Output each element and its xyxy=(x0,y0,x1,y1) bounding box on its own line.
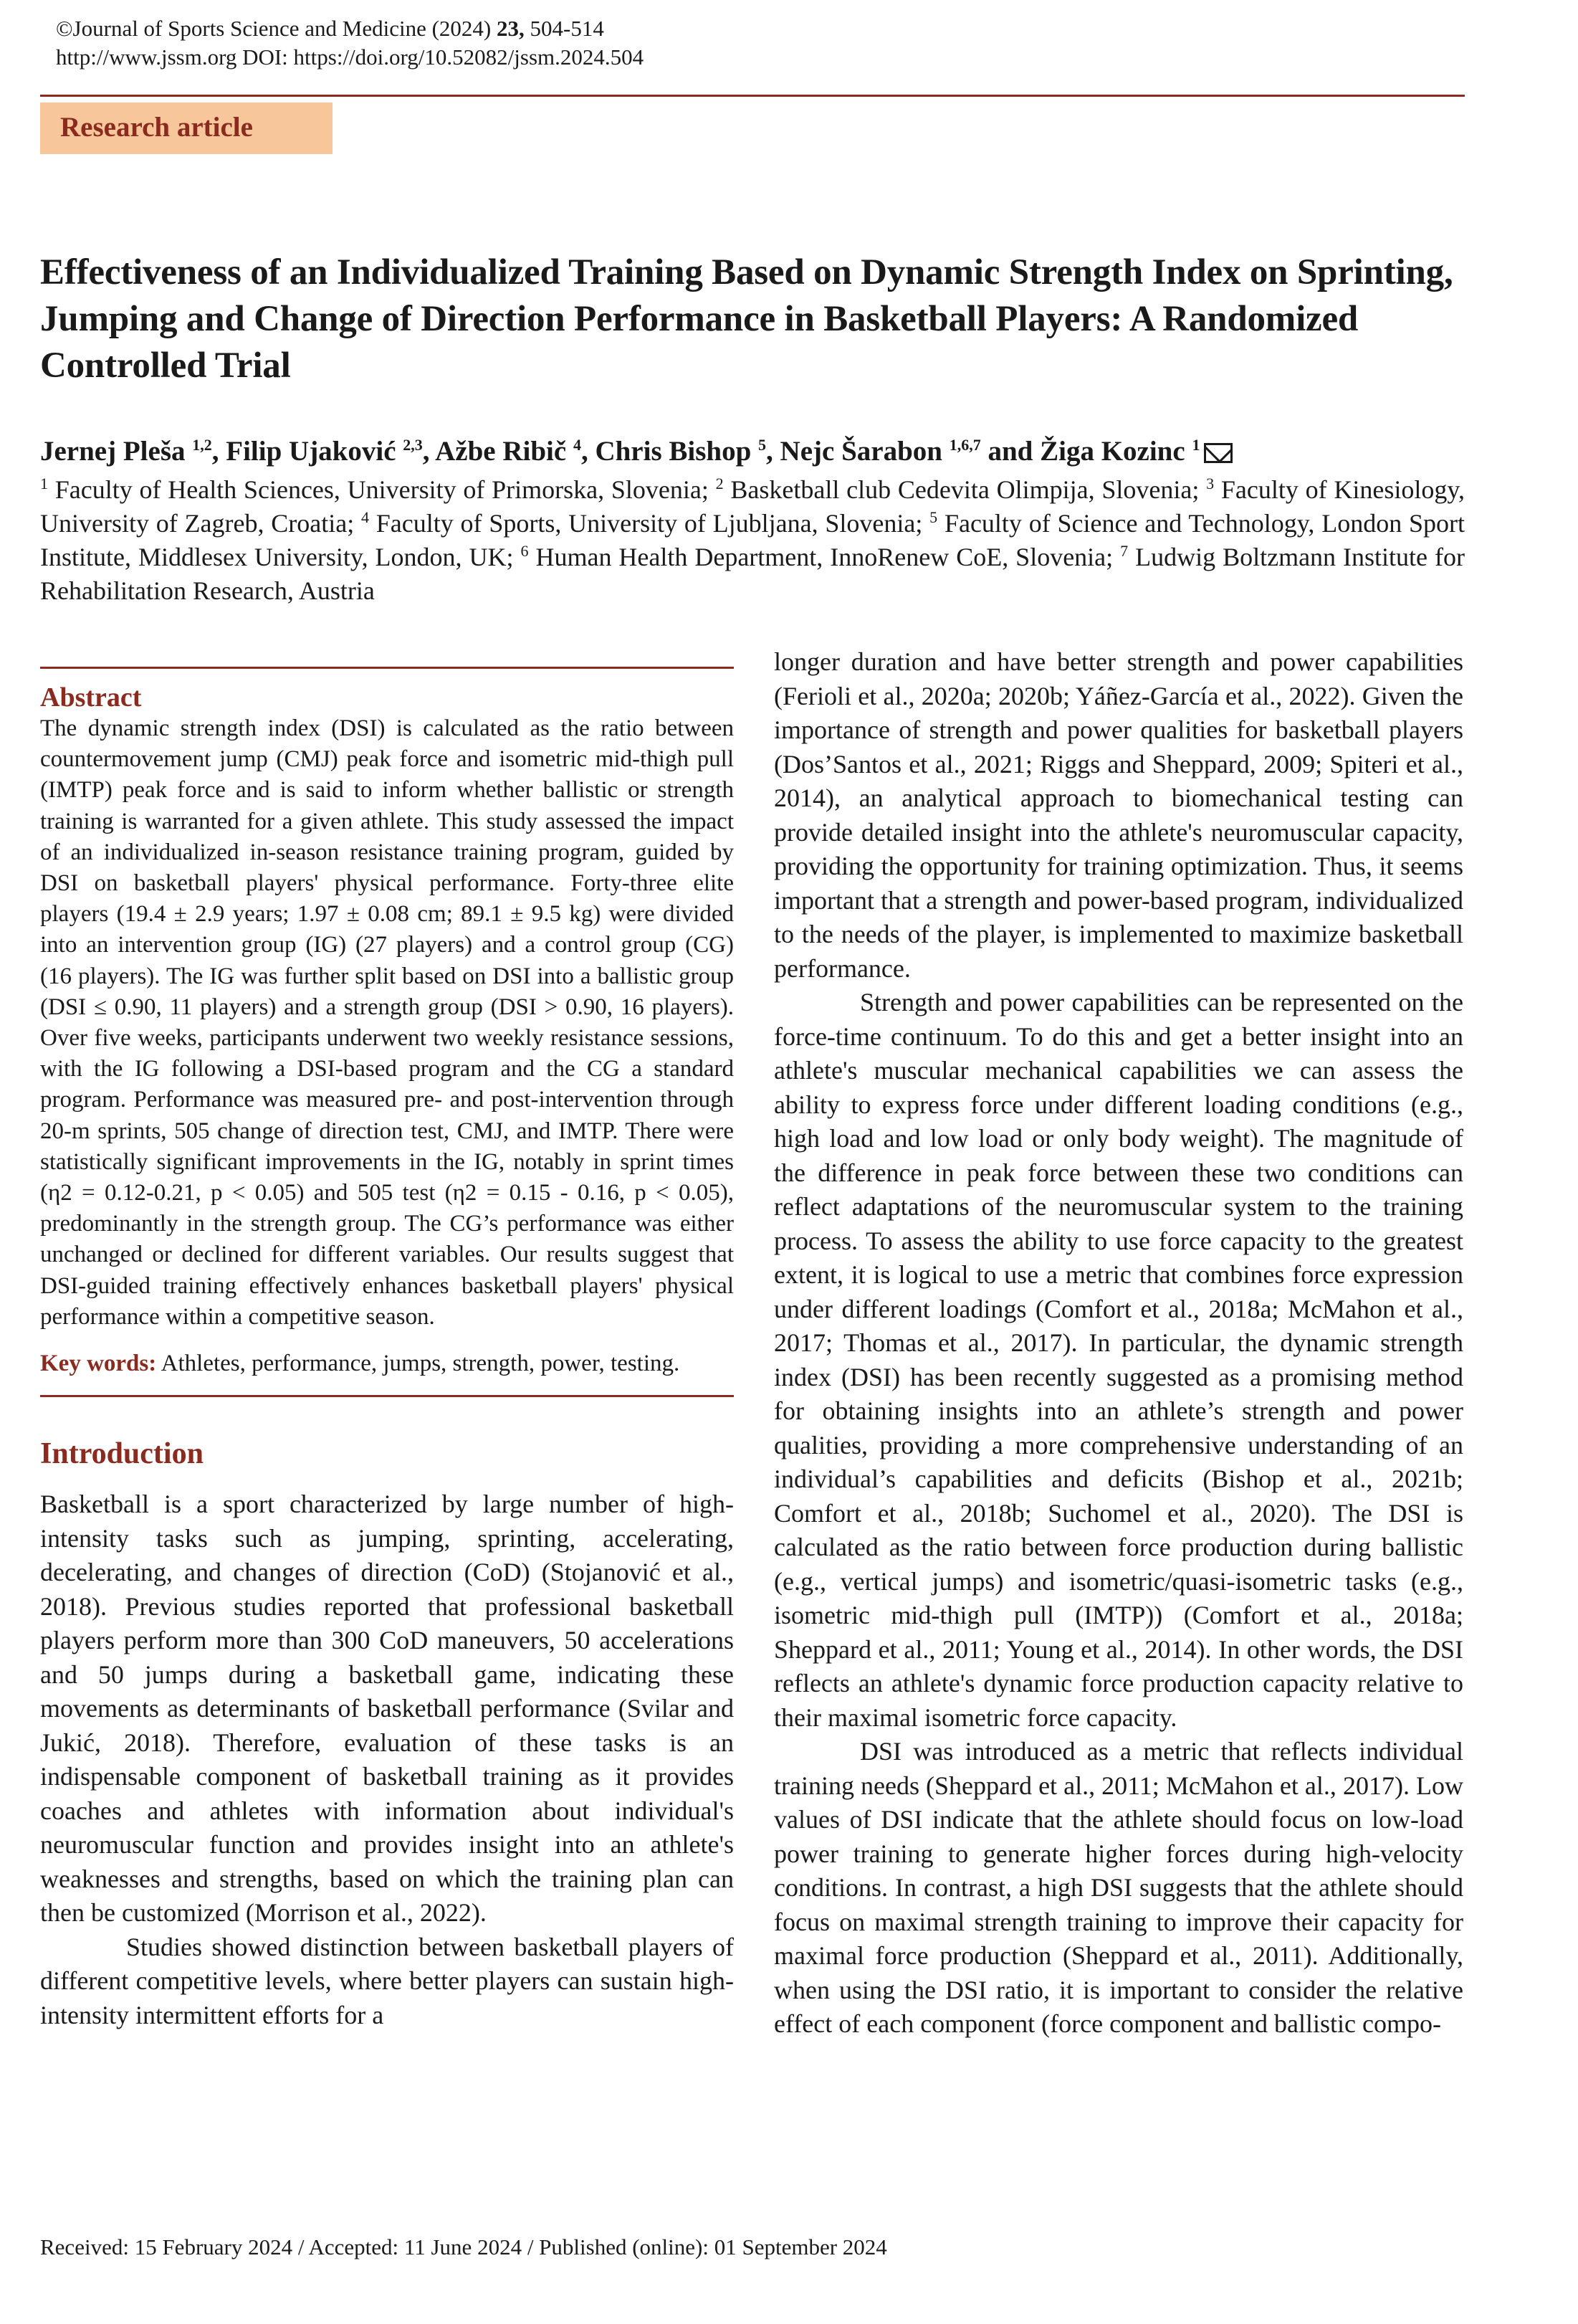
publication-dates: Received: 15 February 2024 / Accepted: 11 June 2024 / Published (online): 01 September 2024 xyxy=(40,2234,887,2259)
journal-header xyxy=(56,14,644,72)
abstract-bottom-rule xyxy=(40,1395,734,1397)
right-column xyxy=(774,645,1463,2042)
abstract-top-rule xyxy=(40,667,734,669)
affiliations: $^1$ Faculty of Health Sciences, University of Primorska, Slovenia; $^2$ Basketball club Cedevita Olimpija, Slovenia; $^3$ Faculty of Kinesiology, University of Zagreb, Croatia; $^4$ Faculty of Sports, University of Ljubljana, Slovenia; $^5$ Faculty of Science and Technology, London Sport Institute, Middlesex University, London, UK; $^6$ Human Health Department, InnoRenew CoE, Slovenia; $^7$ Ludwig Boltzmann Institute for Rehabilitation Research, Austria xyxy=(40,475,1465,605)
envelope-icon[interactable] xyxy=(1204,443,1233,463)
paper-title: Effectiveness of an Individualized Training Based on Dynamic Strength Index on Sprinting, Jumping and Change of Direction Performance in Basketball Players: A Randomized Controlled Trial xyxy=(40,252,1453,386)
author-list: Jernej Pleša $^{1,2}$, Filip Ujaković $^{2,3}$, Ažbe Ribič $^4$, Chris Bishop $^5$, Nejc Šarabon $^{1,6,7}$ and Žiga Kozinc $^1$ xyxy=(40,434,1473,470)
article-type-badge: Research article xyxy=(40,103,333,154)
left-column xyxy=(40,667,734,2032)
paragraph: DSI was introduced as a metric that reflects individual training needs (Sheppard et al., 2011; McMahon et al., 2017). Low values of DSI indicate that the athlete should focus on low-load power training to generate higher forces during high-velocity conditions. In contrast, a high DSI suggests that the athlete should focus on maximal strength training to improve their capacity for maximal force production (Sheppard et al., 2011). Additionally, when using the DSI ratio, it is important to consider the relative effect of each component (force component and ballistic compo- xyxy=(774,1737,1463,2038)
paragraph: longer duration and have better strength and power capabilities (Ferioli et al., 2020a; 2020b; Yáñez-García et al., 2022). Given the importance of strength and power qualities for basketball players (Dos’Santos et al., 2021; Riggs and Sheppard, 2009; Spiteri et al., 2014), an analytical approach to biomechanical testing can provide detailed insight into the athlete's neuromuscular capacity, providing the opportunity for training optimization. Thus, it seems important that a strength and power-based program, individualized to the needs of the player, is implemented to maximize basketball performance. xyxy=(774,647,1463,983)
journal-url-doi: http://www.jssm.org DOI: https://doi.org/10.52082/jssm.2024.504 xyxy=(56,44,644,70)
journal-citation: ©Journal of Sports Science and Medicine (2024) 23, 504-514 xyxy=(56,16,604,41)
paragraph: Basketball is a sport characterized by large number of high-intensity tasks such as jumping, sprinting, accelerating, decelerating, and changes of direction (CoD) (Stojanović et al., 2018). Previous studies reported that professional basketball players perform more than 300 CoD maneuvers, 50 accelerations and 50 jumps during a basketball game, indicating these movements as determinants of basketball performance (Svilar and Jukić, 2018). Therefore, evaluation of these tasks is an indispensable component of basketball training as it provides coaches and athletes with information about individual's neuromuscular function and provides insight into an athlete's weaknesses and strengths, based on which the training plan can then be customized (Morrison et al., 2022). xyxy=(40,1490,734,1928)
introduction-right-text xyxy=(774,645,1463,2042)
paragraph: Studies showed distinction between basketball players of different competitive levels, where better players can sustain high-intensity intermittent efforts for a xyxy=(40,1932,734,2029)
paragraph: Strength and power capabilities can be represented on the force-time continuum. To do this and get a better insight into an athlete's muscular mechanical capabilities we can assess the ability to express force under different loading conditions (e.g., high load and low load or only body weight). The magnitude of the difference in peak force between these two conditions can reflect adaptations of the neuromuscular system to the training process. To assess the ability to use force capacity to the greatest extent, it is logical to use a metric that combines force expression under different loadings (Comfort et al., 2018a; McMahon et al., 2017; Thomas et al., 2017). In particular, the dynamic strength index (DSI) has been recently suggested as a promising method for obtaining insights into an athlete’s strength and power qualities, providing a more comprehensive understanding of an individual’s capabilities and deficits (Bishop et al., 2021b; Comfort et al., 2018b; Suchomel et al., 2020). The DSI is calculated as the ratio between force production during ballistic (e.g., vertical jumps) and isometric/quasi-isometric tasks (e.g., isometric mid-thigh pull (IMTP)) (Comfort et al., 2018a; Sheppard et al., 2011; Young et al., 2014). In other words, the DSI reflects an athlete's dynamic force production capacity relative to their maximal isometric force capacity. xyxy=(774,988,1463,1732)
keywords: Key words: Athletes, performance, jumps, strength, power, testing. xyxy=(40,1351,680,1377)
abstract-text: The dynamic strength index (DSI) is calculated as the ratio between countermovement jump (CMJ) peak force and isometric mid-thigh pull (IMTP) peak force and is said to inform whether ballistic or strength training is warranted for a given athlete. This study assessed the impact of an individualized in-season resistance training program, guided by DSI on basketball players' physical performance. Forty-three elite players (19.4 ± 2.9 years; 1.97 ± 0.08 cm; 89.1 ± 9.5 kg) were divided into an intervention group (IG) (27 players) and a control group (CG) (16 players). The IG was further split based on DSI into a ballistic group (DSI ≤ 0.90, 11 players) and a strength group (DSI > 0.90, 16 players). Over five weeks, participants underwent two weekly resistance sessions, with the IG following a DSI-based program and the CG a standard program. Performance was measured pre- and post-intervention through 20-m sprints, 505 change of direction test, CMJ, and IMTP. There were statistically significant improvements in the IG, notably in sprint times (η2 = 0.12-0.21, p < 0.05) and 505 test (η2 = 0.15 - 0.16, p < 0.05), predominantly in the strength group. The CG’s performance was either unchanged or declined for different variables. Our results suggest that DSI-guided training effectively enhances basketball players' physical performance within a competitive season. xyxy=(40,715,734,1330)
abstract-heading: Abstract xyxy=(40,682,142,713)
header-rule xyxy=(40,95,1465,97)
introduction-left-text xyxy=(40,1487,734,2032)
introduction-heading: Introduction xyxy=(40,1437,204,1471)
